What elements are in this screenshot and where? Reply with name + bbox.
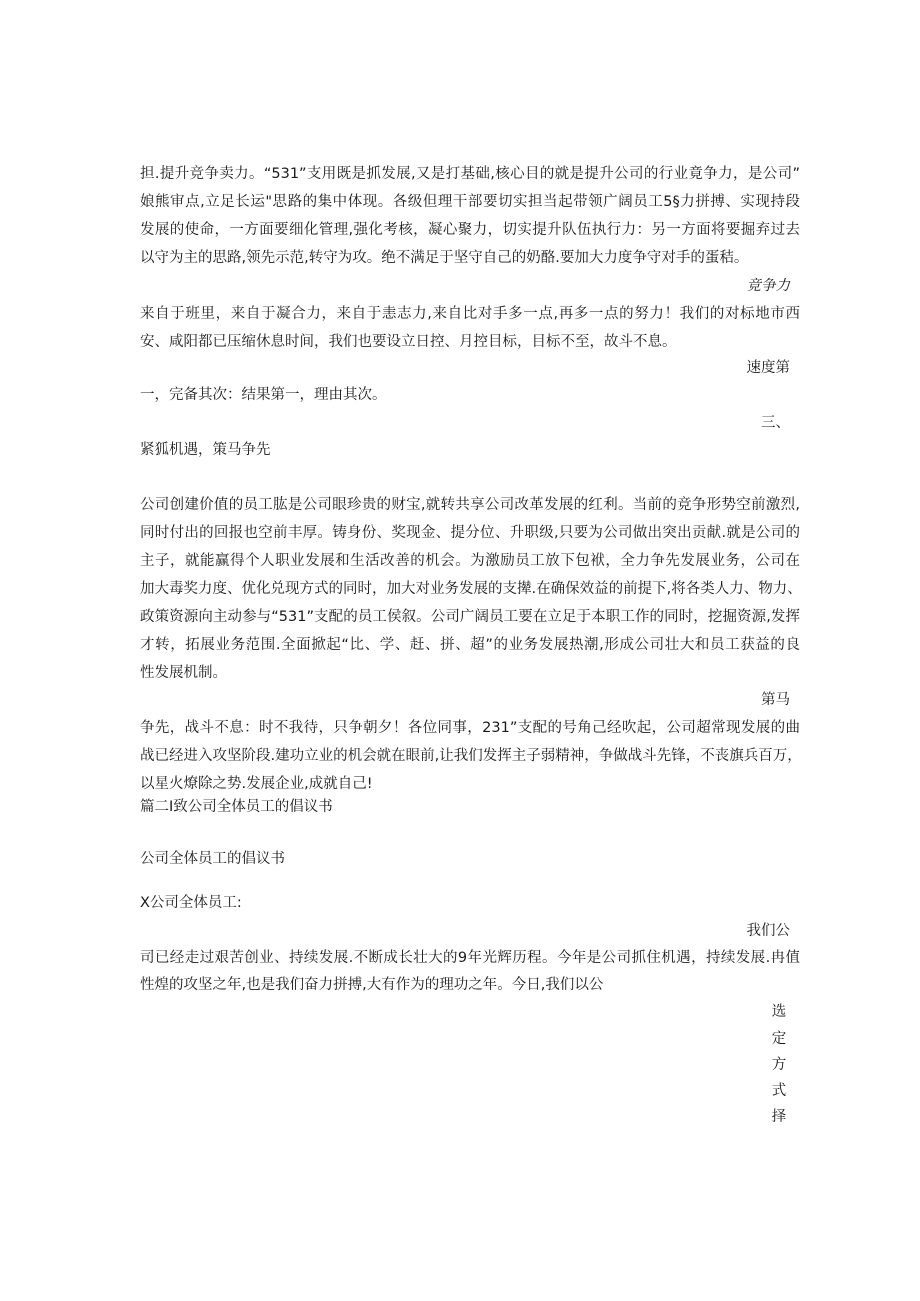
paragraph-line: 一，完备其次：结果第一，理由其次。 xyxy=(140,387,387,403)
article-heading: 篇二I致公司全体员工的倡议书 xyxy=(140,799,333,815)
paragraph-line: 以星火燎除之势.发展企业,成就自己! xyxy=(140,776,373,792)
paragraph-line: 来自于班里，来自于凝合力，来自于恚志力,来自比对手多一点,再多一点的努力！我们的对标地市西 xyxy=(140,306,800,322)
paragraph-line: 性煌的攻坚之年,也是我们奋力拼搏,大有作为的理功之年。今日,我们以公 xyxy=(140,977,604,993)
paragraph-line: 安、咸阳都已压缩休息时间，我们也要设立日控、月控目标，目标不至，故斗不息。 xyxy=(140,334,677,350)
paragraph-line: 战已经进入攻坚阶段.建功立业的机会就在眼前,让我们发挥主子弱精神，争做战斗先锋，不丧旗兵百万， xyxy=(140,748,802,764)
document-subtitle: 公司全体员工的倡议书 xyxy=(140,851,285,867)
vertical-char: 式 xyxy=(771,1083,787,1099)
margin-marker-our-company: 我们公 xyxy=(746,923,790,939)
paragraph-line: 发展的使命，一方面要细化管理,强化考核，凝心聚力，切实提升队伍执行力：另一方面将要掘弃过去 xyxy=(140,222,800,238)
paragraph-line: 以守为主的思路,领先示范,转守为攻。绝不满足于坚守自己的奶酪.要加大力度争守对手的蛋秸。 xyxy=(140,250,749,266)
margin-marker-competitiveness: 竞争力 xyxy=(746,278,790,294)
vertical-char: 选 xyxy=(771,1004,787,1020)
paragraph-line: 政策资源向主动参与“531”支配的员工侯叙。公司广阔员工要在立足于本职工作的同时，挖掘资源,发挥 xyxy=(140,609,800,625)
margin-marker-three: 三、 xyxy=(761,415,790,431)
paragraph-line: 性发展机制。 xyxy=(140,665,227,681)
margin-marker-speed: 速度第 xyxy=(746,360,790,376)
paragraph-line: 加大毒奖力度、优化兑现方式的同时，加大对业务发展的支撵.在确保效益的前提下,将各类人力、物力、 xyxy=(140,581,802,597)
paragraph-line: 娘熊审点,立足长运"思路的集中体现。各级但理干部要切实担当起带领广阔员工5§力拼搏、实现持段 xyxy=(140,194,800,210)
paragraph-line: 同时付出的回报也空前丰厚。铸身份、奖现金、提分位、升职级,只要为公司做出突出贡献.就是公司的 xyxy=(140,525,800,541)
paragraph-line: 才转，拓展业务范围.全面掀起“比、学、赶、拼、超”的业务发展热潮,形成公司壮大和员工获益的良 xyxy=(140,637,800,653)
vertical-char: 定 xyxy=(771,1031,787,1047)
paragraph-line: 担.提升竞争卖力。“531”支用既是抓发展,又是打基础,核心目的就是提升公司的行业竟争力，是公司” xyxy=(140,166,800,182)
paragraph-line: 主子，就能赢得个人职业发展和生活改善的机会。为激励员工放下包袱，全力争先发展业务，公司在 xyxy=(140,553,800,569)
salutation: X公司全体员工: xyxy=(140,895,242,911)
paragraph-line: 争先，战斗不息：时不我待，只争朝夕！各位同事，231”支配的号角己经吹起，公司超常现发展的曲 xyxy=(140,720,800,736)
vertical-char: 方 xyxy=(771,1057,787,1073)
paragraph-line: 公司创建价值的员工肱是公司眼珍贵的财宝,就转共享公司改革发展的红利。当前的竞争形势空前激烈, xyxy=(140,497,800,513)
vertical-char: 择 xyxy=(771,1109,787,1125)
section-heading: 紧狐机遇，策马争先 xyxy=(140,442,271,458)
margin-marker-horse: 第马 xyxy=(761,692,790,708)
paragraph-line: 司已经走过艰苦创业、持续发展.不断成长壮大的9年光辉历程。今年是公司抓住机遇，持续发展.冉值 xyxy=(140,950,800,966)
